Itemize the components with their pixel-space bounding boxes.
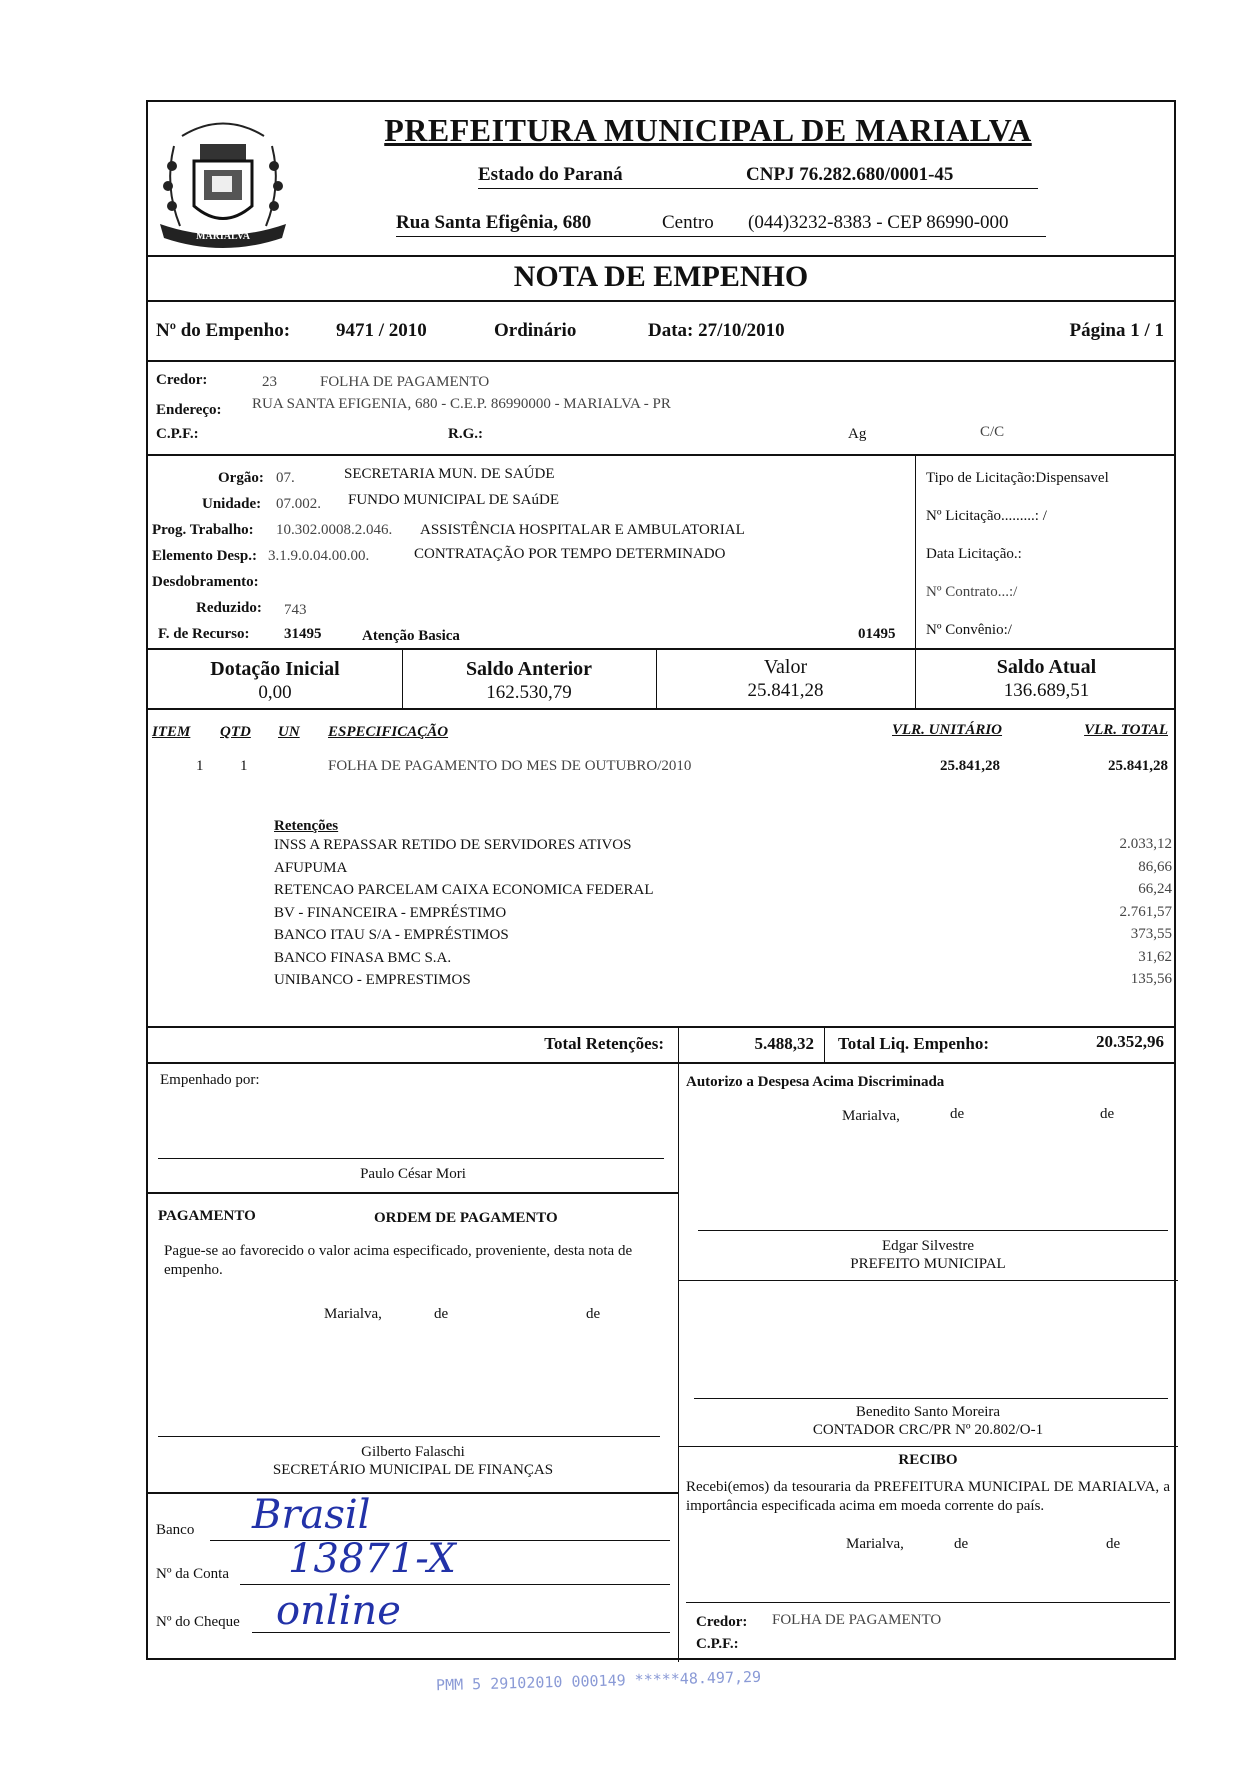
orgao-name: SECRETARIA MUN. DE SAÚDE bbox=[344, 466, 555, 482]
prefeitura-title: PREFEITURA MUNICIPAL DE MARIALVA bbox=[384, 112, 1032, 148]
retencao-desc: BANCO FINASA BMC S.A. bbox=[274, 949, 452, 966]
total-liq-value: 20.352,96 bbox=[1096, 1032, 1164, 1051]
banco-label: Banco bbox=[156, 1522, 195, 1538]
divider bbox=[148, 1492, 678, 1494]
retencao-value: 66,24 bbox=[1138, 881, 1172, 897]
conta-label: Nº da Conta bbox=[156, 1566, 229, 1582]
elemento-label: Elemento Desp.: bbox=[152, 548, 257, 564]
contador-role: CONTADOR CRC/PR Nº 20.802/O-1 bbox=[812, 1422, 1044, 1438]
col-vlr-total: VLR. TOTAL bbox=[1084, 722, 1168, 738]
credor-code: 23 bbox=[262, 374, 277, 390]
orgao-label: Orgão: bbox=[218, 470, 264, 486]
empenho-type: Ordinário bbox=[494, 320, 577, 341]
recibo-de-1: de bbox=[954, 1536, 969, 1552]
list-item bbox=[274, 881, 1172, 904]
divider bbox=[148, 648, 1174, 650]
retencao-desc: UNIBANCO - EMPRESTIMOS bbox=[274, 972, 471, 988]
numero-convenio: Nº Convênio:/ bbox=[926, 622, 1012, 638]
address-label: Rua Santa Efigênia, 680 bbox=[396, 212, 592, 233]
conta-handwritten: 13871-X bbox=[288, 1536, 456, 1582]
divider bbox=[824, 1026, 825, 1062]
list-item bbox=[274, 926, 1172, 949]
saldo-atual-value: 136.689,51 bbox=[1003, 680, 1090, 701]
credor-label: Credor: bbox=[156, 372, 208, 388]
autorizo-de-2: de bbox=[1100, 1106, 1115, 1122]
retencao-value: 31,62 bbox=[1138, 948, 1172, 965]
retencao-value: 373,55 bbox=[1130, 926, 1172, 942]
divider bbox=[148, 1026, 1174, 1028]
divider bbox=[148, 255, 1174, 257]
address-field-label: Endereço: bbox=[156, 402, 222, 418]
district-label: Centro bbox=[662, 212, 714, 233]
state-label: Estado do Paraná bbox=[478, 164, 623, 185]
item-number: 1 bbox=[196, 758, 204, 774]
empenhado-label: Empenhado por: bbox=[160, 1072, 260, 1088]
recibo-credor-label: Credor: bbox=[696, 1614, 748, 1630]
signature-line bbox=[694, 1398, 1168, 1399]
header-underline-1 bbox=[478, 188, 1038, 189]
recibo-text: Recebi(emos) da tesouraria da PREFEITURA MUNICIPAL DE MARIALVA, a importância especificada acima em moeda corrente do país. bbox=[686, 1479, 1170, 1514]
elemento-code: 3.1.9.0.04.00.00. bbox=[268, 548, 370, 564]
pagamento-text: Pague-se ao favorecido o valor acima especificado, proveniente, desta nota de empenho. bbox=[164, 1243, 633, 1278]
pagamento-de-1: de bbox=[434, 1306, 449, 1322]
item-description: FOLHA DE PAGAMENTO DO MES DE OUTUBRO/2010 bbox=[328, 758, 692, 774]
unidade-label: Unidade: bbox=[202, 496, 262, 512]
list-item bbox=[274, 859, 1172, 882]
ag-label: Ag bbox=[848, 426, 867, 442]
retencao-value: 86,66 bbox=[1138, 858, 1172, 875]
col-item: ITEM bbox=[152, 724, 191, 740]
divider bbox=[148, 1192, 678, 1194]
secretario-name: Gilberto Falaschi bbox=[361, 1444, 465, 1460]
item-total-value: 25.841,28 bbox=[1108, 758, 1168, 774]
divider bbox=[148, 1062, 1174, 1064]
recibo-cpf-label: C.P.F.: bbox=[696, 1636, 739, 1652]
saldo-atual-label: Saldo Atual bbox=[996, 656, 1097, 678]
recurso-code: 31495 bbox=[284, 626, 322, 642]
prog-label: Prog. Trabalho: bbox=[152, 522, 254, 538]
document-title: NOTA DE EMPENHO bbox=[513, 260, 809, 293]
reduzido-value: 743 bbox=[284, 602, 307, 618]
autorizo-de-1: de bbox=[950, 1106, 965, 1122]
divider bbox=[678, 1062, 679, 1662]
valor-label: Valor bbox=[763, 656, 808, 678]
cnpj-label: CNPJ 76.282.680/0001-45 bbox=[746, 164, 954, 185]
secretario-role: SECRETÁRIO MUNICIPAL DE FINANÇAS bbox=[272, 1462, 554, 1478]
orgao-code: 07. bbox=[276, 470, 295, 486]
credor-name: FOLHA DE PAGAMENTO bbox=[320, 374, 490, 390]
item-qtd: 1 bbox=[240, 758, 248, 774]
header-underline-2 bbox=[396, 236, 1046, 237]
autorizo-label: Autorizo a Despesa Acima Discriminada bbox=[686, 1074, 945, 1090]
municipal-coat-of-arms bbox=[152, 106, 294, 256]
data-licitacao: Data Licitação.: bbox=[926, 546, 1022, 562]
cheque-handwritten: online bbox=[276, 1588, 401, 1634]
total-retencoes-value: 5.488,32 bbox=[754, 1034, 814, 1053]
divider bbox=[678, 1280, 1178, 1281]
total-liq-label: Total Liq. Empenho: bbox=[838, 1034, 989, 1053]
empenho-date: Data: 27/10/2010 bbox=[648, 320, 785, 341]
divider bbox=[678, 1446, 1178, 1447]
banco-handwritten: Brasil bbox=[252, 1492, 371, 1538]
retencao-value: 2.033,12 bbox=[1119, 836, 1172, 852]
saldo-anterior-label: Saldo Anterior bbox=[465, 658, 593, 680]
dotacao-label: Dotação Inicial bbox=[210, 658, 340, 680]
contador-name: Benedito Santo Moreira bbox=[855, 1404, 1001, 1420]
recurso-extra: 01495 bbox=[858, 626, 896, 642]
ordem-pagamento-label: ORDEM DE PAGAMENTO bbox=[374, 1210, 558, 1226]
page-number: Página 1 / 1 bbox=[1069, 320, 1164, 341]
retencao-value: 2.761,57 bbox=[1119, 903, 1172, 920]
dotacao-value: 0,00 bbox=[258, 682, 292, 703]
col-qtd: QTD bbox=[220, 724, 251, 740]
retencao-desc: BANCO ITAU S/A - EMPRÉSTIMOS bbox=[274, 927, 509, 943]
recurso-label: F. de Recurso: bbox=[158, 626, 250, 642]
cc-label: C/C bbox=[980, 424, 1005, 440]
list-item bbox=[274, 836, 1172, 859]
conta-line bbox=[240, 1584, 670, 1585]
signature-line bbox=[158, 1436, 660, 1437]
desdobramento-label: Desdobramento: bbox=[152, 574, 259, 590]
rg-label: R.G.: bbox=[448, 426, 483, 442]
credor-address: RUA SANTA EFIGENIA, 680 - C.E.P. 86990000 - MARIALVA - PR bbox=[252, 396, 671, 412]
empenho-form bbox=[146, 100, 1176, 1660]
empenho-number: 9471 / 2010 bbox=[336, 320, 427, 341]
total-retencoes-label: Total Retenções: bbox=[544, 1034, 664, 1053]
pagamento-place: Marialva, bbox=[324, 1306, 382, 1322]
empenhado-name: Paulo César Mori bbox=[360, 1166, 466, 1182]
divider bbox=[148, 360, 1174, 362]
bank-stamp: PMM 5 29102010 000149 *****48.497,29 bbox=[435, 1667, 762, 1695]
prefeito-name: Edgar Silvestre bbox=[881, 1238, 975, 1254]
unidade-name: FUNDO MUNICIPAL DE SAúDE bbox=[348, 492, 559, 508]
cpf-label: C.P.F.: bbox=[156, 426, 199, 442]
list-item bbox=[274, 971, 1172, 994]
signature-line bbox=[158, 1158, 664, 1159]
divider bbox=[148, 708, 1174, 710]
col-un: UN bbox=[278, 724, 300, 740]
retencao-desc: RETENCAO PARCELAM CAIXA ECONOMICA FEDERAL bbox=[274, 882, 654, 898]
retencoes-title: Retenções bbox=[274, 818, 339, 834]
divider bbox=[148, 300, 1174, 302]
col-especificacao: ESPECIFICAÇÃO bbox=[328, 724, 449, 740]
phone-cep-label: (044)3232-8383 - CEP 86990-000 bbox=[748, 212, 1009, 233]
recibo-de-2: de bbox=[1106, 1536, 1121, 1552]
recibo-place: Marialva, bbox=[846, 1536, 904, 1552]
retencoes-list bbox=[274, 836, 1172, 994]
cheque-label: Nº do Cheque bbox=[156, 1614, 240, 1630]
valor-value: 25.841,28 bbox=[747, 680, 824, 701]
unidade-code: 07.002. bbox=[276, 496, 321, 512]
item-unit-value: 25.841,28 bbox=[940, 758, 1000, 774]
numero-contrato: Nº Contrato...:/ bbox=[926, 584, 1018, 600]
prog-name: ASSISTÊNCIA HOSPITALAR E AMBULATORIAL bbox=[420, 522, 745, 538]
seal-banner-text: MARIALVA bbox=[196, 231, 250, 242]
recurso-name: Atenção Basica bbox=[362, 628, 460, 644]
retencao-value: 135,56 bbox=[1130, 971, 1172, 987]
signature-line bbox=[698, 1230, 1168, 1231]
signature-line bbox=[686, 1602, 1170, 1603]
list-item bbox=[274, 949, 1172, 972]
list-item bbox=[274, 904, 1172, 927]
numero-licitacao: Nº Licitação.........: / bbox=[926, 508, 1047, 524]
prog-code: 10.302.0008.2.046. bbox=[276, 522, 393, 538]
prefeito-role: PREFEITO MUNICIPAL bbox=[850, 1256, 1006, 1272]
retencao-desc: BV - FINANCEIRA - EMPRÉSTIMO bbox=[274, 904, 507, 921]
saldo-anterior-value: 162.530,79 bbox=[486, 682, 572, 703]
recibo-credor-value: FOLHA DE PAGAMENTO bbox=[772, 1612, 942, 1628]
retencao-desc: INSS A REPASSAR RETIDO DE SERVIDORES ATIVOS bbox=[274, 837, 632, 853]
elemento-name: CONTRATAÇÃO POR TEMPO DETERMINADO bbox=[414, 546, 726, 562]
pagamento-label: PAGAMENTO bbox=[158, 1208, 256, 1224]
pagamento-de-2: de bbox=[586, 1306, 601, 1322]
tipo-licitacao: Tipo de Licitação:Dispensavel bbox=[926, 470, 1109, 486]
autorizo-place: Marialva, bbox=[842, 1108, 900, 1124]
reduzido-label: Reduzido: bbox=[196, 600, 262, 616]
recibo-title: RECIBO bbox=[898, 1452, 958, 1468]
col-vlr-unitario: VLR. UNITÁRIO bbox=[892, 722, 1003, 738]
divider bbox=[915, 454, 916, 648]
retencao-desc: AFUPUMA bbox=[274, 859, 348, 876]
empenho-label: Nº do Empenho: bbox=[156, 320, 291, 341]
divider bbox=[148, 454, 1174, 456]
